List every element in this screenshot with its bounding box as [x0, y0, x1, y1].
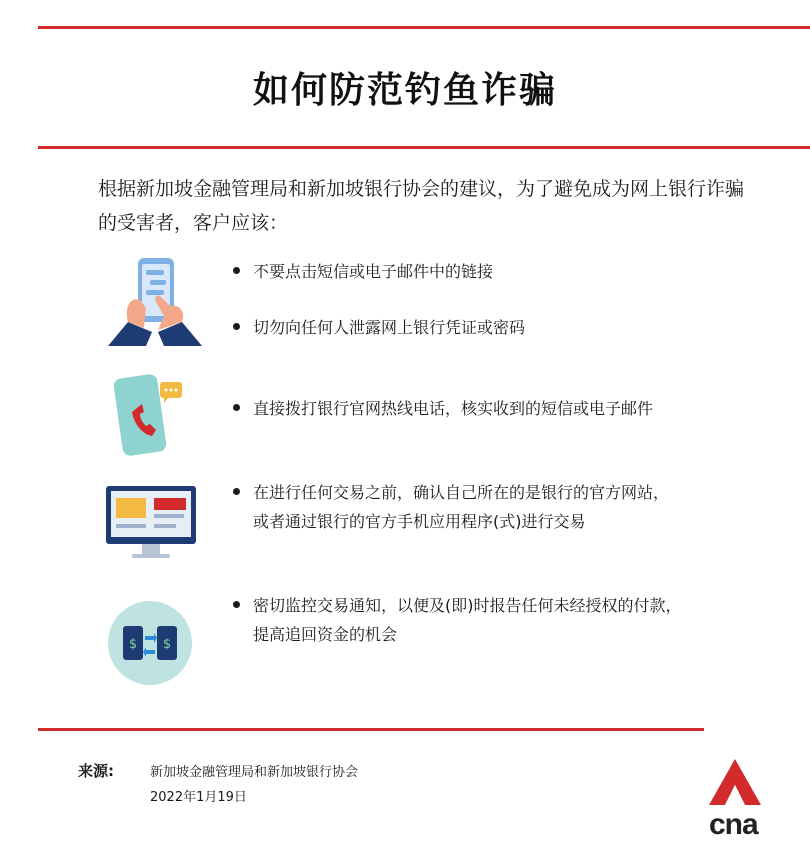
bullet-dot: [233, 488, 240, 495]
tip-text: 切勿向任何人泄露网上银行凭证或密码: [253, 318, 526, 337]
money-transfer-icon: [107, 600, 193, 686]
source-date: 2022年1月19日: [150, 790, 247, 805]
phone-call-icon: [110, 368, 190, 458]
bullet-dot: [233, 323, 240, 330]
tip-text: 直接拨打银行官网热线电话，核实收到的短信或电子邮件: [253, 399, 654, 418]
top-rule: [38, 26, 810, 29]
footer-rule: [38, 728, 704, 731]
bullet-dot: [233, 404, 240, 411]
tip-monitor-notifications: [233, 591, 682, 649]
monitor-icon: [104, 484, 199, 564]
svg-text:$: $: [162, 637, 172, 652]
svg-text:$: $: [128, 637, 138, 652]
bullet-dot: [233, 267, 240, 274]
tip-no-click-links: [233, 257, 493, 286]
tip-verify-website: [233, 478, 669, 536]
tip-text-line1: 在进行任何交易之前，确认自己所在的是银行的官方网站，: [253, 483, 670, 502]
cna-logo-text: cna: [709, 808, 758, 841]
title-underline-rule: [38, 146, 810, 149]
tip-no-share-credentials: [233, 313, 525, 342]
page-title: 如何防范钓鱼诈骗: [252, 70, 557, 111]
tip-text-line2: 或者通过银行的官方手机应用程序(式)进行交易: [253, 512, 586, 531]
source-name: 新加坡金融管理局和新加坡银行协会: [150, 765, 359, 780]
tip-text: 不要点击短信或电子邮件中的链接: [253, 262, 494, 281]
cna-logo: [705, 757, 765, 807]
intro-paragraph: 根据新加坡金融管理局和新加坡银行协会的建议，为了避免成为网上银行诈骗的受害者，客户应该：: [98, 178, 745, 234]
phone-hands-icon: [100, 250, 210, 350]
bullet-dot: [233, 601, 240, 608]
tip-text-line2: 提高追回资金的机会: [253, 625, 398, 644]
source-label: 来源:: [78, 762, 114, 780]
tip-text-line1: 密切监控交易通知，以便及(即)时报告任何未经授权的付款，: [253, 596, 682, 615]
tip-call-hotline: [233, 394, 653, 423]
